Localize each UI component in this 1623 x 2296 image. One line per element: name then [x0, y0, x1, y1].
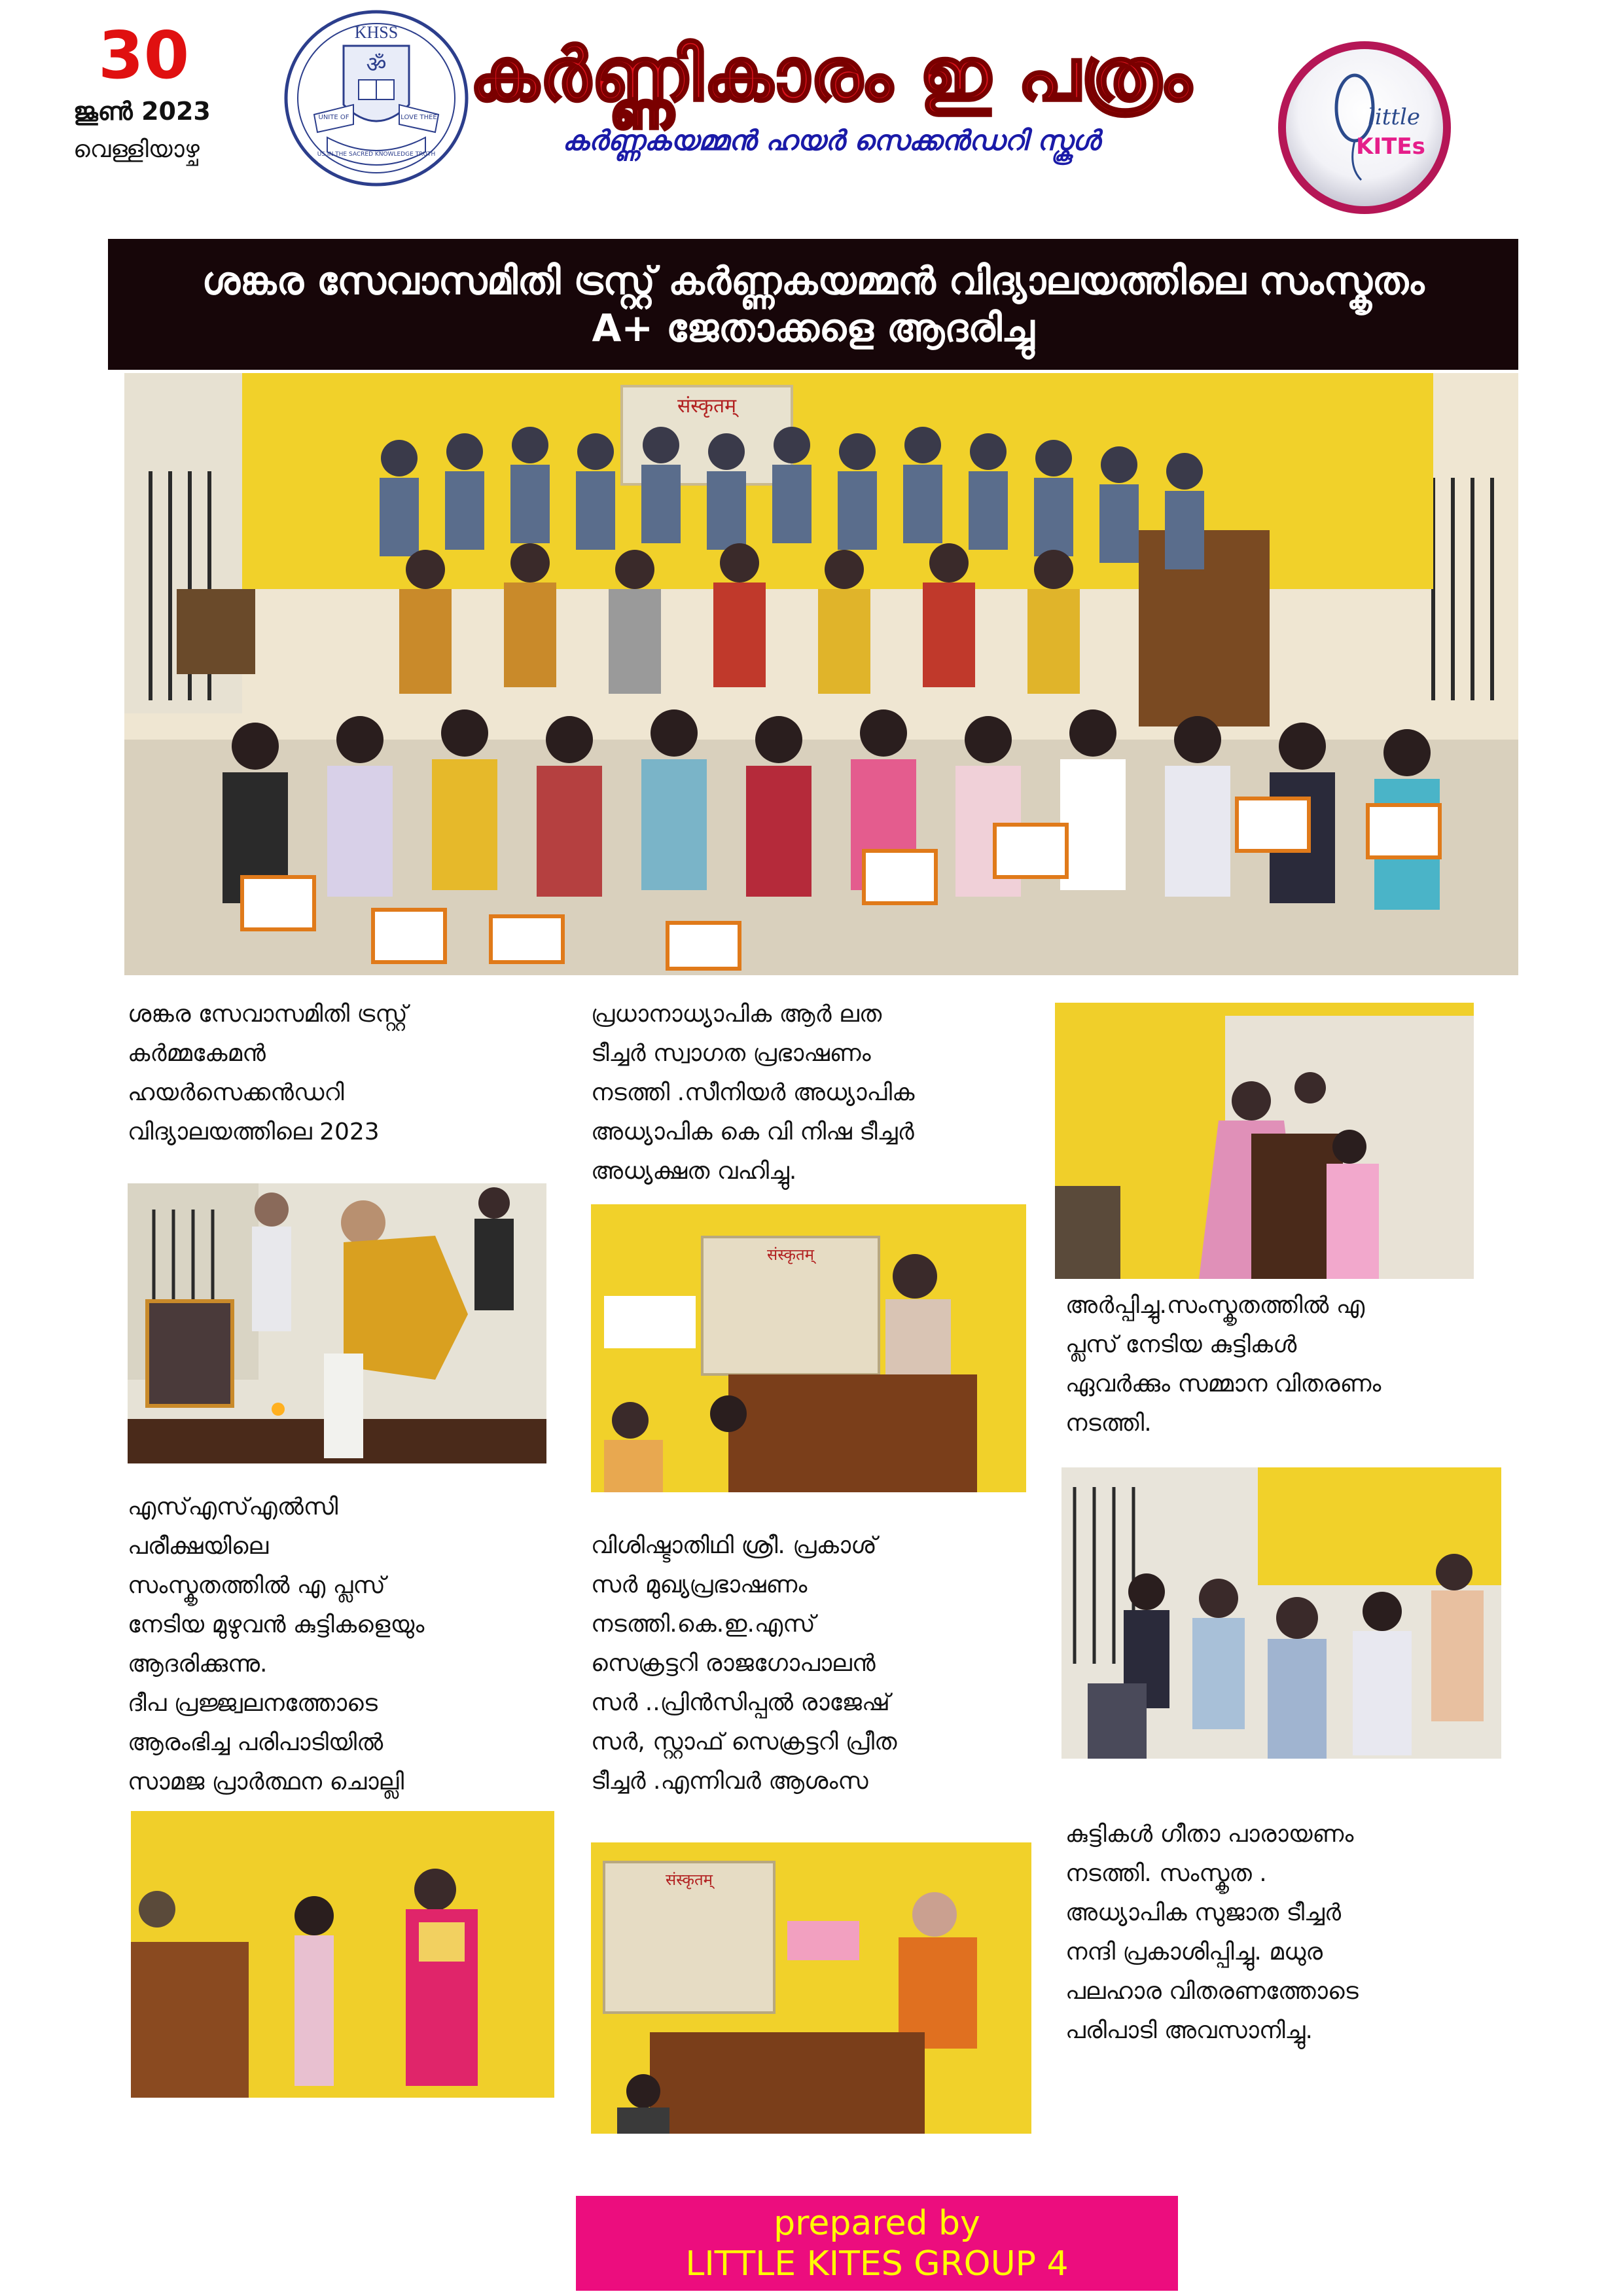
sanskrit-banner-text: संस्कृतम् — [665, 1871, 713, 1889]
khss-logo-motto: US IN THE SACRED KNOWLEDGE TRUTH — [317, 151, 436, 158]
sanskrit-banner-text: संस्कृतम् — [766, 1246, 815, 1264]
article-paragraph-3: അർപ്പിച്ചു.സംസ്കൃതത്തിൽ എ പ്ലസ് നേടിയ കുട്ടികൾ ഏവർക്കും സമ്മാന വിതരണം നടത്തി. — [1065, 1292, 1382, 1437]
article-paragraph-5: വിശിഷ്ടാതിഥി ശ്രീ. പ്രകാശ് സർ മുഖ്യപ്രഭാഷണം നടത്തി.കെ.ഇ.എസ് സെക്രട്ടറി രാജഗോപാലൻ സർ ..പ്രിൻസിപ്പൽ രാജേഷ് സർ, സ്റ്റാഫ് സെക്രട്ടറി പ്രീത ടീച്ചർ .എന്നിവർ ആശംസ — [591, 1532, 897, 1795]
little-kites-logo-little: little — [1367, 104, 1421, 130]
little-kites-logo-kites: KITEs — [1356, 134, 1425, 160]
date-month-year: ജൂൺ 2023 — [73, 97, 211, 126]
sanskrit-banner-text: संस्कृतम् — [677, 395, 737, 418]
prayer-photo — [131, 1811, 554, 2098]
newspaper-title: കർണ്ണികാരം ഇ പത്രം — [470, 33, 1192, 117]
headline-line-1: ശങ്കര സേവാസമിതി ട്രസ്റ്റ് കർണ്ണകയമ്മൻ വിദ്യാലയത്തിലെ സംസ്കൃതം — [202, 259, 1425, 303]
little-kites-logo — [1263, 36, 1466, 219]
group-photo — [124, 373, 1518, 975]
date-weekday: വെള്ളിയാഴ്ച — [73, 136, 200, 163]
chief-guest-speech-photo — [591, 1842, 1031, 2134]
khss-school-logo — [281, 7, 471, 190]
credits-prepared-by: prepared by — [774, 2203, 980, 2243]
credits-banner — [576, 2196, 1178, 2291]
school-name: കർണ്ണകയമ്മൻ ഹയർ സെക്കൻഡറി സ്കൂൾ — [562, 124, 1100, 156]
credits-group-name: LITTLE KITES GROUP 4 — [685, 2244, 1069, 2284]
headline-line-2: A+ ജേതാക്കളെ ആദരിച്ചു — [592, 306, 1035, 350]
khss-logo-top-text: KHSS — [354, 23, 399, 42]
svg-text:ॐ: ॐ — [366, 52, 387, 78]
article-paragraph-4: എസ്എസ്എൽസി പരീക്ഷയിലെ സംസ്കൃതത്തിൽ എ പ്ലസ് നേടിയ മുഴുവൻ കുട്ടികളെയും ആദരിക്കുന്നു. ദീപ പ്രജ്ജ്വലനത്തോടെ ആരംഭിച്ച പരിപാടിയിൽ സാമജ പ്രാർത്ഥന ചൊല്ലി — [128, 1494, 425, 1795]
headline-banner — [108, 239, 1518, 370]
date-day-number: 30 — [98, 17, 190, 94]
article-paragraph-1: ശങ്കര സേവാസമിതി ട്രസ്റ്റ് കർമ്മകേമൻ ഹയർസെക്കൻഡറി വിദ്യാലയത്തിലെ 2023 — [128, 1001, 408, 1145]
prize-distribution-photo — [1055, 1003, 1474, 1279]
lamp-lighting-photo — [128, 1183, 546, 1463]
gita-recitation-photo — [1061, 1467, 1501, 1759]
khss-logo-banner-right: LOVE THEE — [401, 114, 437, 121]
article-paragraph-2: പ്രധാനാധ്യാപിക ആർ ലത ടീച്ചർ സ്വാഗത പ്രഭാഷണം നടത്തി .സീനിയർ അധ്യാപിക അധ്യാപിക കെ വി നിഷ ടീച്ചർ അധ്യക്ഷത വഹിച്ചു. — [591, 1001, 915, 1185]
khss-logo-banner-left: UNITE OF — [318, 114, 349, 121]
article-paragraph-6: കുട്ടികൾ ഗീതാ പാരായണം നടത്തി. സംസ്കൃത . അധ്യാപിക സുജാത ടീച്ചർ നന്ദി പ്രകാശിപ്പിച്ചു. മധുര പലഹാര വിതരണത്തോടെ പരിപാടി അവസാനിച്ചു. — [1065, 1821, 1359, 2044]
headmistress-speech-photo — [591, 1204, 1026, 1492]
